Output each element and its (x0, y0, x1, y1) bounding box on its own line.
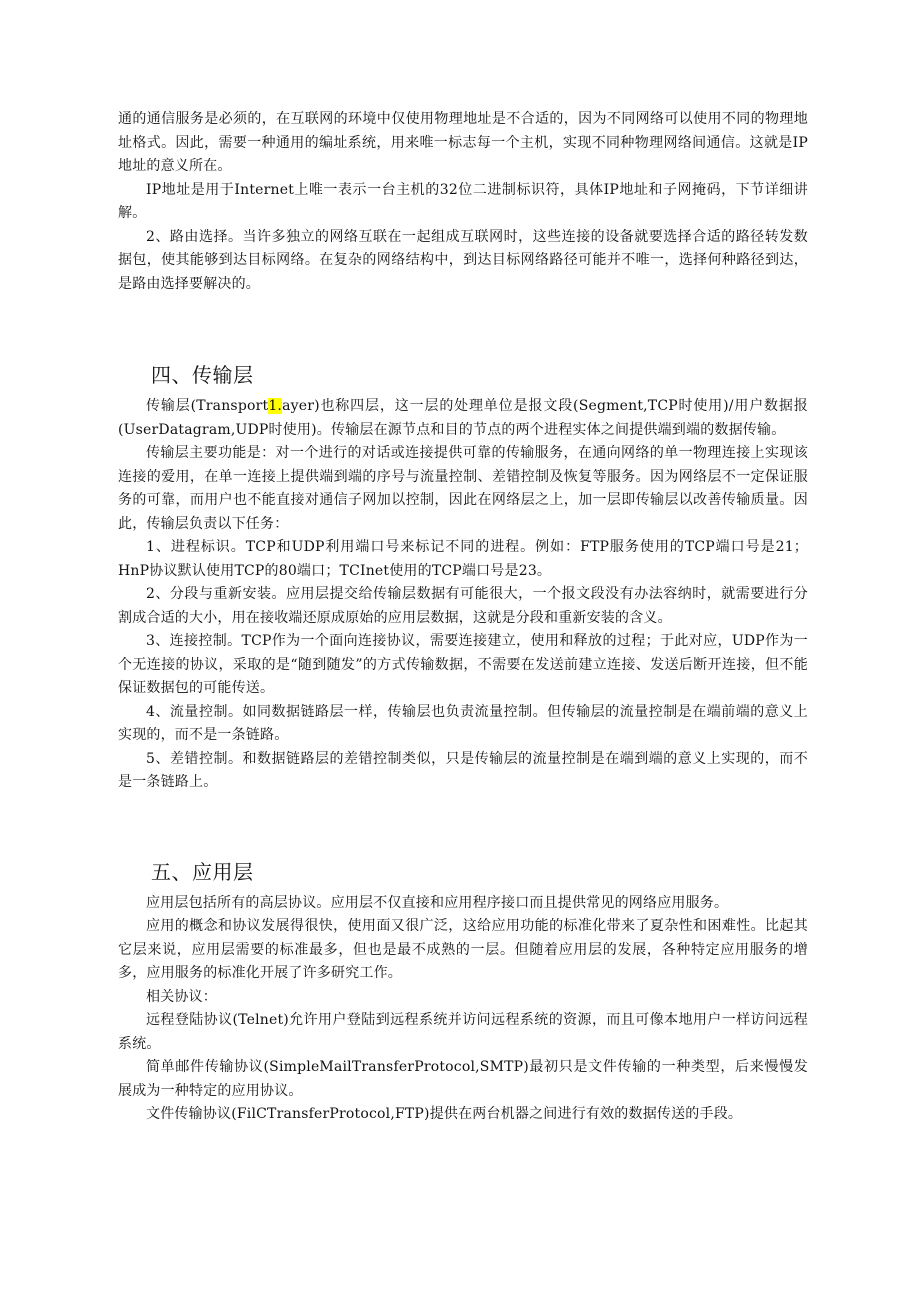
paragraph: 应用层包括所有的高层协议。应用层不仅直接和应用程序接口而且提供常见的网络应用服务。 (146, 894, 729, 911)
paragraph: 2、路由选择。当许多独立的网络互联在一起组成互联网时，这些连接的设备就要选择合适的路径转发数据包，使其能够到达目标网络。在复杂的网络结构中，到达目标网络路径可能并不唯一，选择何种路径到达，是路由选择要解决的。 (118, 228, 808, 292)
list-item: 5、差错控制。和数据链路层的差错控制类似，只是传输层的流量控制是在端到端的意义上实现的，而不是一条链路上。 (118, 750, 808, 790)
list-item: 2、分段与重新安装。应用层提交给传输层数据有可能很大，一个报文段没有办法容纳时，就需要进行分割成合适的大小，用在接收端还原成原始的应用层数据，这就是分段和重新安装的含义。 (118, 586, 808, 626)
paragraph: 传输层主要功能是：对一个进行的对话或连接提供可靠的传输服务，在通向网络的单一物理连接上实现该连接的爱用，在单一连接上提供端到端的序号与流量控制、差错控制及恢复等服务。因为网络层不一定保证服务的可靠，而用户也不能直接对通信子网加以控制，因此在网络层之上，加一层即传输层以改善传输质量。因此，传输层负责以下任务： (118, 445, 808, 532)
document-body (118, 108, 808, 1127)
paragraph: IP地址是用于Internet上唯一表示一台主机的32位二进制标识符，具体IP地址和子网掩码，下节详细讲解。 (118, 181, 808, 221)
paragraph: 远程登陆协议(Telnet)允许用户登陆到远程系统并访问远程系统的资源，而且可像本地用户一样访问远程系统。 (118, 1012, 808, 1052)
list-item: 3、连接控制。TCP作为一个面向连接协议，需要连接建立，使用和释放的过程；于此对应，UDP作为一个无连接的协议，采取的是“随到随发”的方式传输数据，不需要在发送前建立连接、发送后断开连接，但不能保证数据包的可能传送。 (118, 633, 808, 696)
list-item: 4、流量控制。如同数据链路层一样，传输层也负责流量控制。但传输层的流量控制是在端前端的意义上实现的，而不是一条链路。 (118, 703, 808, 743)
highlighted-text: 1. (268, 398, 283, 414)
list-item: 1、进程标识。TCP和UDP利用端口号来标记不同的进程。例如：FTP服务使用的TCP端口号是21；HnP协议默认使用TCP的80端口；TCInet使用的TCP端口号是23。 (118, 539, 808, 579)
paragraph: 应用的概念和协议发展得很快，使用面又很广泛，这给应用功能的标准化带来了夏杂性和困难性。比起其它层来说，应用层需要的标准最多，但也是最不成熟的一层。但随着应用层的发展，各种特定应用服务的增多，应用服务的标准化开展了许多研究工作。 (118, 918, 808, 981)
paragraph: 文件传输协议(FilCTransferProtocol,FTP)提供在两台机器之间进行有效的数据传送的手段。 (146, 1106, 743, 1122)
paragraph (118, 395, 808, 442)
text-run: 传输层(Transport (146, 398, 269, 414)
paragraph: 相关协议： (146, 988, 217, 1005)
section-heading-transport-layer: 四、传输层 (151, 363, 254, 387)
paragraph: 简单邮件传输协议(SimpleMailTransferProtocol,SMTP)最初只是文件传输的一种类型，后来慢慢发展成为一种特定的应用协议。 (118, 1059, 808, 1099)
paragraph: 通的通信服务是必须的，在互联网的环境中仅使用物理地址是不合适的，因为不同网络可以使用不同的物理地址格式。因此，需要一种通用的编址系统，用来唯一标志每一个主机，实现不同种物理网络间通信。这就是IP地址的意义所在。 (118, 111, 808, 174)
section-heading-application-layer: 五、应用层 (151, 859, 254, 884)
text-run: ayer)也称四层，这一层的处理单位是报文段(Segment,TCP时使用)/用户数据报(UserDatagram,UDP时使用)。传输层在源节点和目的节点的两个进程实体之间提供端到端的数据传输。 (118, 398, 808, 438)
